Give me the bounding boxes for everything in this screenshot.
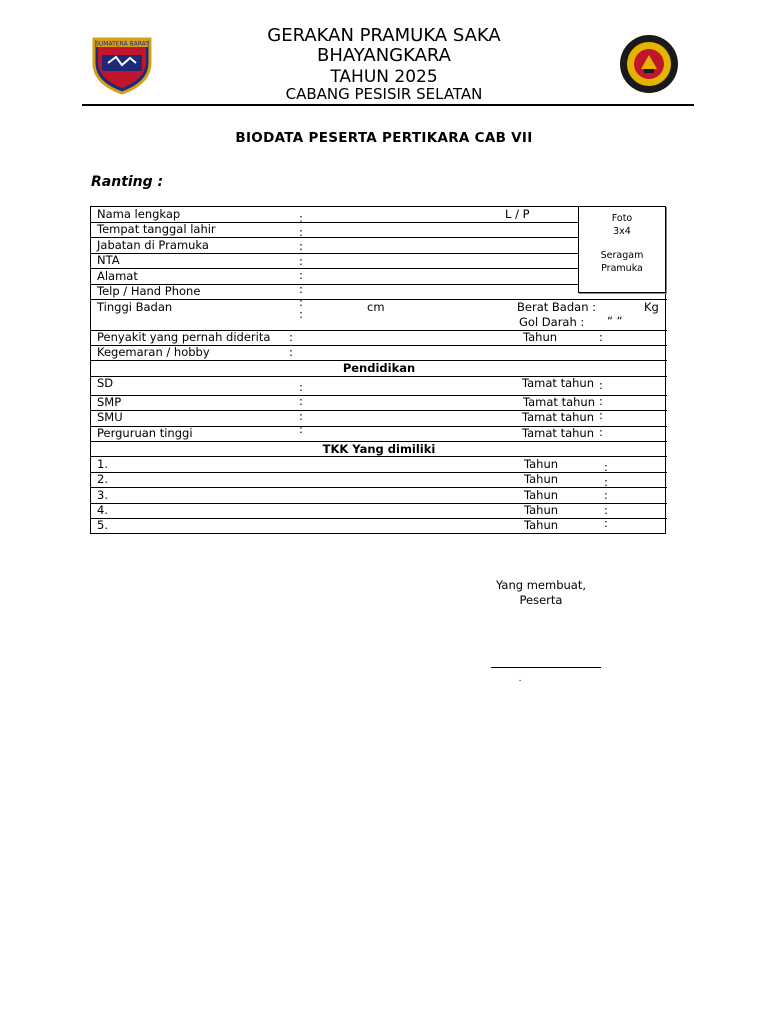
sd-label: SD xyxy=(97,376,114,390)
gol-darah-label: Gol Darah : xyxy=(519,315,585,329)
colon: : xyxy=(299,394,303,408)
tinggi-label: Tinggi Badan xyxy=(97,300,173,314)
tkk-item: 3. xyxy=(97,488,108,502)
ranting-label: Ranting : xyxy=(91,174,164,190)
kg-unit: Kg xyxy=(644,300,659,314)
colon: : xyxy=(299,295,303,309)
row-divider xyxy=(91,253,579,254)
header-divider xyxy=(82,104,694,106)
photo-note: Pramuka xyxy=(601,263,643,274)
photo-placeholder xyxy=(578,206,666,293)
colon: : xyxy=(299,211,303,225)
colon: : xyxy=(299,282,303,296)
document-title: BIODATA PESERTA PERTIKARA CAB VII xyxy=(235,130,533,146)
gender-label: L / P xyxy=(505,207,530,221)
smu-label: SMU xyxy=(97,410,123,424)
colon: : xyxy=(299,268,303,282)
colon: : xyxy=(299,307,303,321)
tkk-item: 5. xyxy=(97,518,108,532)
colon: : xyxy=(599,394,603,408)
nta-label: NTA xyxy=(97,253,120,267)
row-divider xyxy=(91,472,667,473)
ttl-label: Tempat tanggal lahir xyxy=(97,222,216,236)
signature-name-dot: . xyxy=(518,674,522,684)
header-year: TAHUN 2025 xyxy=(330,67,438,87)
telp-label: Telp / Hand Phone xyxy=(97,284,201,298)
tahun-label: Tahun xyxy=(524,457,559,471)
cm-unit: cm xyxy=(367,300,385,314)
header-org-line1: GERAKAN PRAMUKA SAKA xyxy=(267,25,501,46)
jabatan-label: Jabatan di Pramuka xyxy=(97,238,209,252)
pendidikan-heading: Pendidikan xyxy=(342,361,416,375)
colon: : xyxy=(604,516,608,530)
nama-lengkap-label: Nama lengkap xyxy=(97,207,181,221)
alamat-label: Alamat xyxy=(97,269,138,283)
berat-label: Berat Badan : xyxy=(517,300,597,314)
signature-line xyxy=(491,667,601,668)
colon: : xyxy=(299,225,303,239)
tamat-tahun-label: Tamat tahun xyxy=(522,410,595,424)
colon: : xyxy=(599,330,603,344)
row-divider xyxy=(91,503,667,504)
signature-caption: Yang membuat, xyxy=(495,578,586,592)
photo-label: Foto xyxy=(611,213,633,224)
tahun-label: Tahun xyxy=(524,503,559,517)
row-divider xyxy=(91,456,667,457)
colon: : xyxy=(604,475,608,489)
colon: : xyxy=(604,503,608,517)
header-org-line2: BHAYANGKARA xyxy=(316,45,451,66)
photo-size: 3x4 xyxy=(613,226,631,237)
colon: : xyxy=(289,330,293,344)
row-divider xyxy=(91,268,579,269)
colon: : xyxy=(299,380,303,394)
tkk-item: 1. xyxy=(97,457,108,471)
colon: : xyxy=(599,408,603,422)
gol-darah-quotes: “ “ xyxy=(607,314,623,328)
tamat-tahun-label: Tamat tahun xyxy=(522,376,595,390)
signature-role: Peserta xyxy=(519,593,563,607)
colon: : xyxy=(299,409,303,423)
row-divider xyxy=(91,487,667,488)
colon: : xyxy=(299,422,303,436)
row-divider xyxy=(91,518,667,519)
tamat-tahun-label: Tamat tahun xyxy=(522,426,595,440)
tahun-label: Tahun xyxy=(524,518,559,532)
colon: : xyxy=(599,378,603,392)
tkk-item: 2. xyxy=(97,472,108,486)
left-logo-text: SUMATERA BARAT xyxy=(95,40,149,48)
header-branch: CABANG PESISIR SELATAN xyxy=(285,85,483,103)
tahun-label: Tahun xyxy=(523,330,558,344)
smp-label: SMP xyxy=(97,395,122,409)
colon: : xyxy=(299,254,303,268)
tkk-heading: TKK Yang dimiliki xyxy=(322,442,436,456)
penyakit-label: Penyakit yang pernah diderita xyxy=(97,330,271,344)
kegemaran-label: Kegemaran / hobby xyxy=(97,345,210,359)
tahun-label: Tahun xyxy=(524,472,559,486)
colon: : xyxy=(599,425,603,439)
tamat-tahun-label: Tamat tahun xyxy=(523,395,596,409)
colon: : xyxy=(299,239,303,253)
tahun-label: Tahun xyxy=(524,488,559,502)
colon: : xyxy=(289,345,293,359)
perguruan-tinggi-label: Perguruan tinggi xyxy=(97,426,193,440)
colon: : xyxy=(604,460,608,474)
photo-note: Seragam xyxy=(600,250,644,261)
tkk-item: 4. xyxy=(97,503,108,517)
colon: : xyxy=(604,488,608,502)
